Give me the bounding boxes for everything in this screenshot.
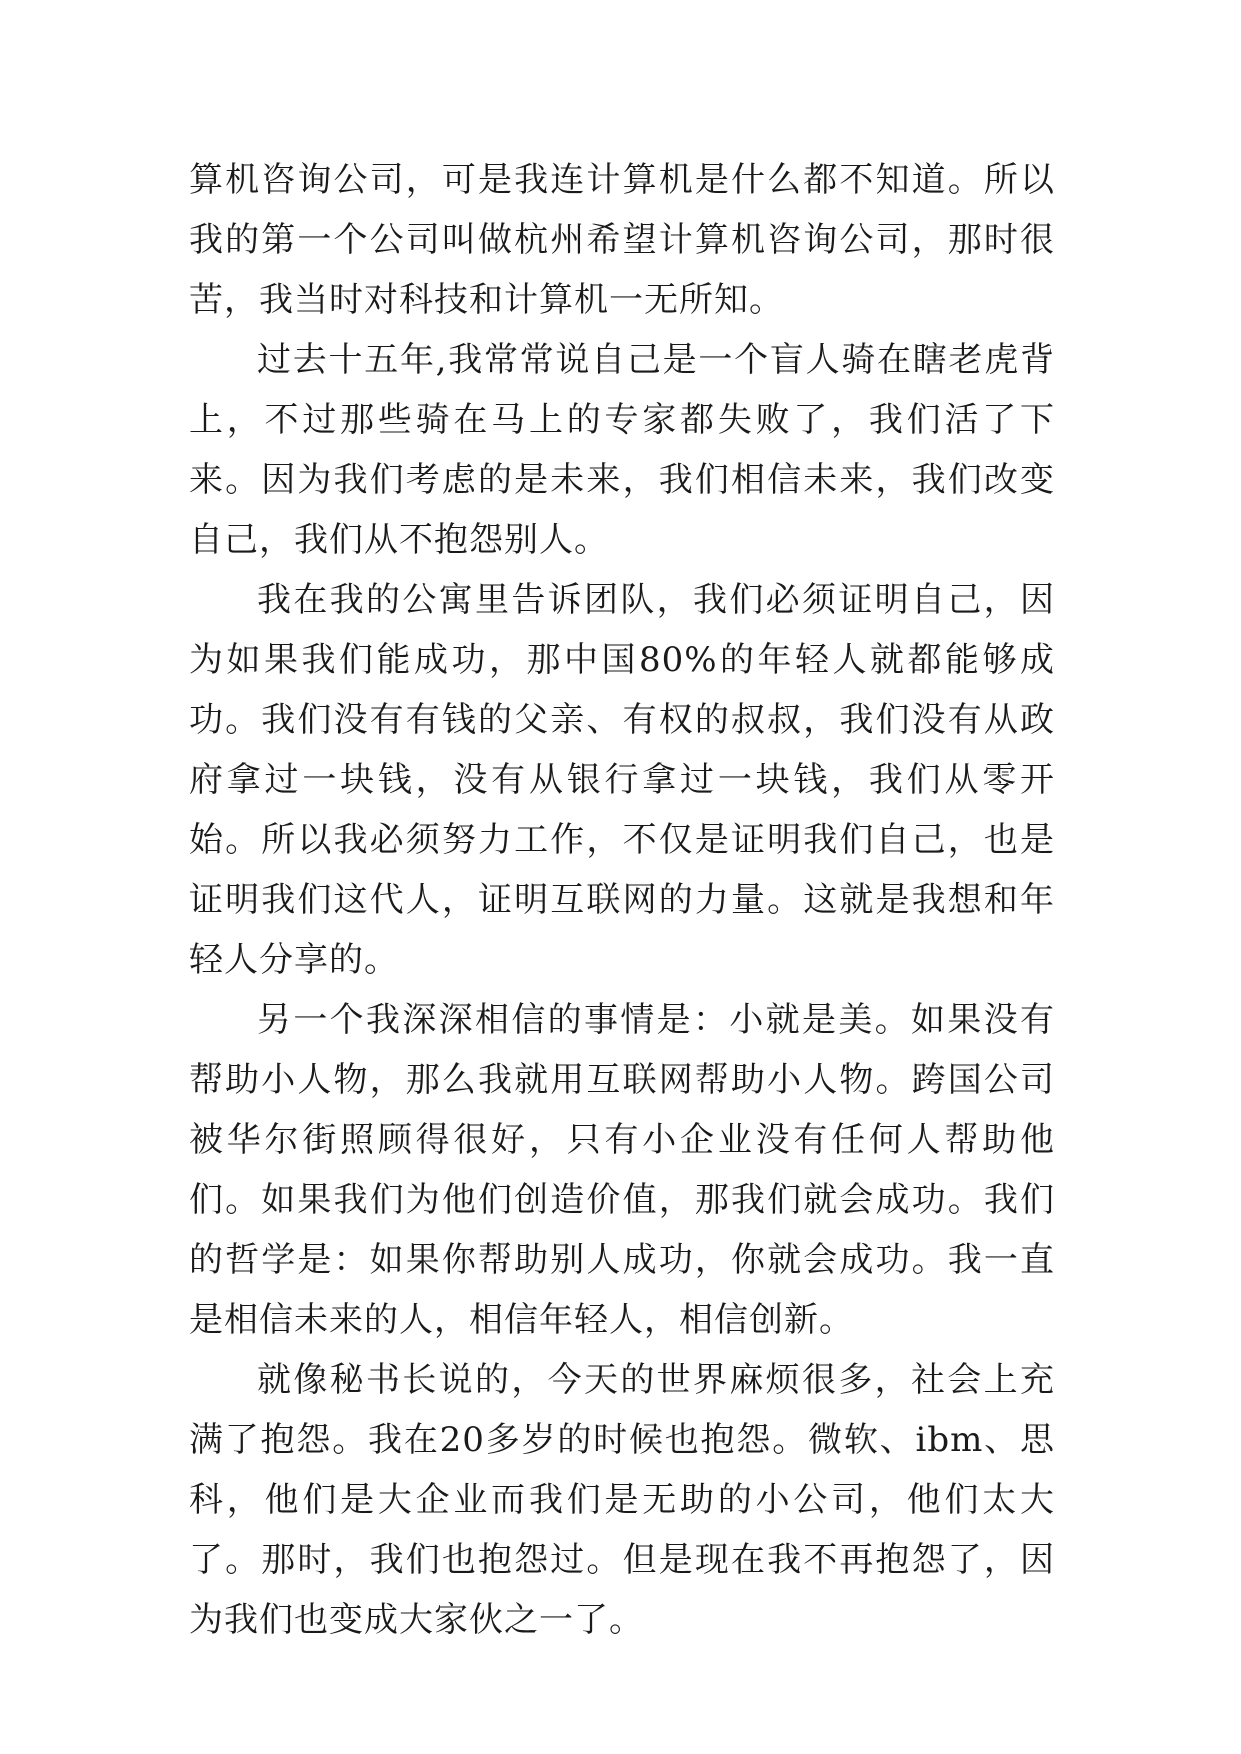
paragraph: 就像秘书长说的，今天的世界麻烦很多，社会上充满了抱怨。我在20多岁的时候也抱怨。微软、ibm、思科，他们是大企业而我们是无助的小公司，他们太大了。那时，我们也抱怨过。但是现在我不再抱怨了，因为我们也变成大家伙之一了。	[189, 1360, 1055, 1640]
paragraph: 过去十五年,我常常说自己是一个盲人骑在瞎老虎背上，不过那些骑在马上的专家都失败了，我们活了下来。因为我们考虑的是未来，我们相信未来，我们改变自己，我们从不抱怨别人。	[189, 340, 1055, 560]
paragraph: 我在我的公寓里告诉团队，我们必须证明自己，因为如果我们能成功，那中国80%的年轻人就都能够成功。我们没有有钱的父亲、有权的叔叔，我们没有从政府拿过一块钱，没有从银行拿过一块钱，我们从零开始。所以我必须努力工作，不仅是证明我们自己，也是证明我们这代人，证明互联网的力量。这就是我想和年轻人分享的。	[189, 580, 1055, 980]
paragraph: 另一个我深深相信的事情是：小就是美。如果没有帮助小人物，那么我就用互联网帮助小人物。跨国公司被华尔街照顾得很好，只有小企业没有任何人帮助他们。如果我们为他们创造价值，那我们就会成功。我们的哲学是：如果你帮助别人成功，你就会成功。我一直是相信未来的人，相信年轻人，相信创新。	[189, 1000, 1055, 1340]
document-body	[189, 150, 1055, 1650]
paragraph-continued: 算机咨询公司，可是我连计算机是什么都不知道。所以我的第一个公司叫做杭州希望计算机咨询公司，那时很苦，我当时对科技和计算机一无所知。	[189, 160, 1055, 320]
